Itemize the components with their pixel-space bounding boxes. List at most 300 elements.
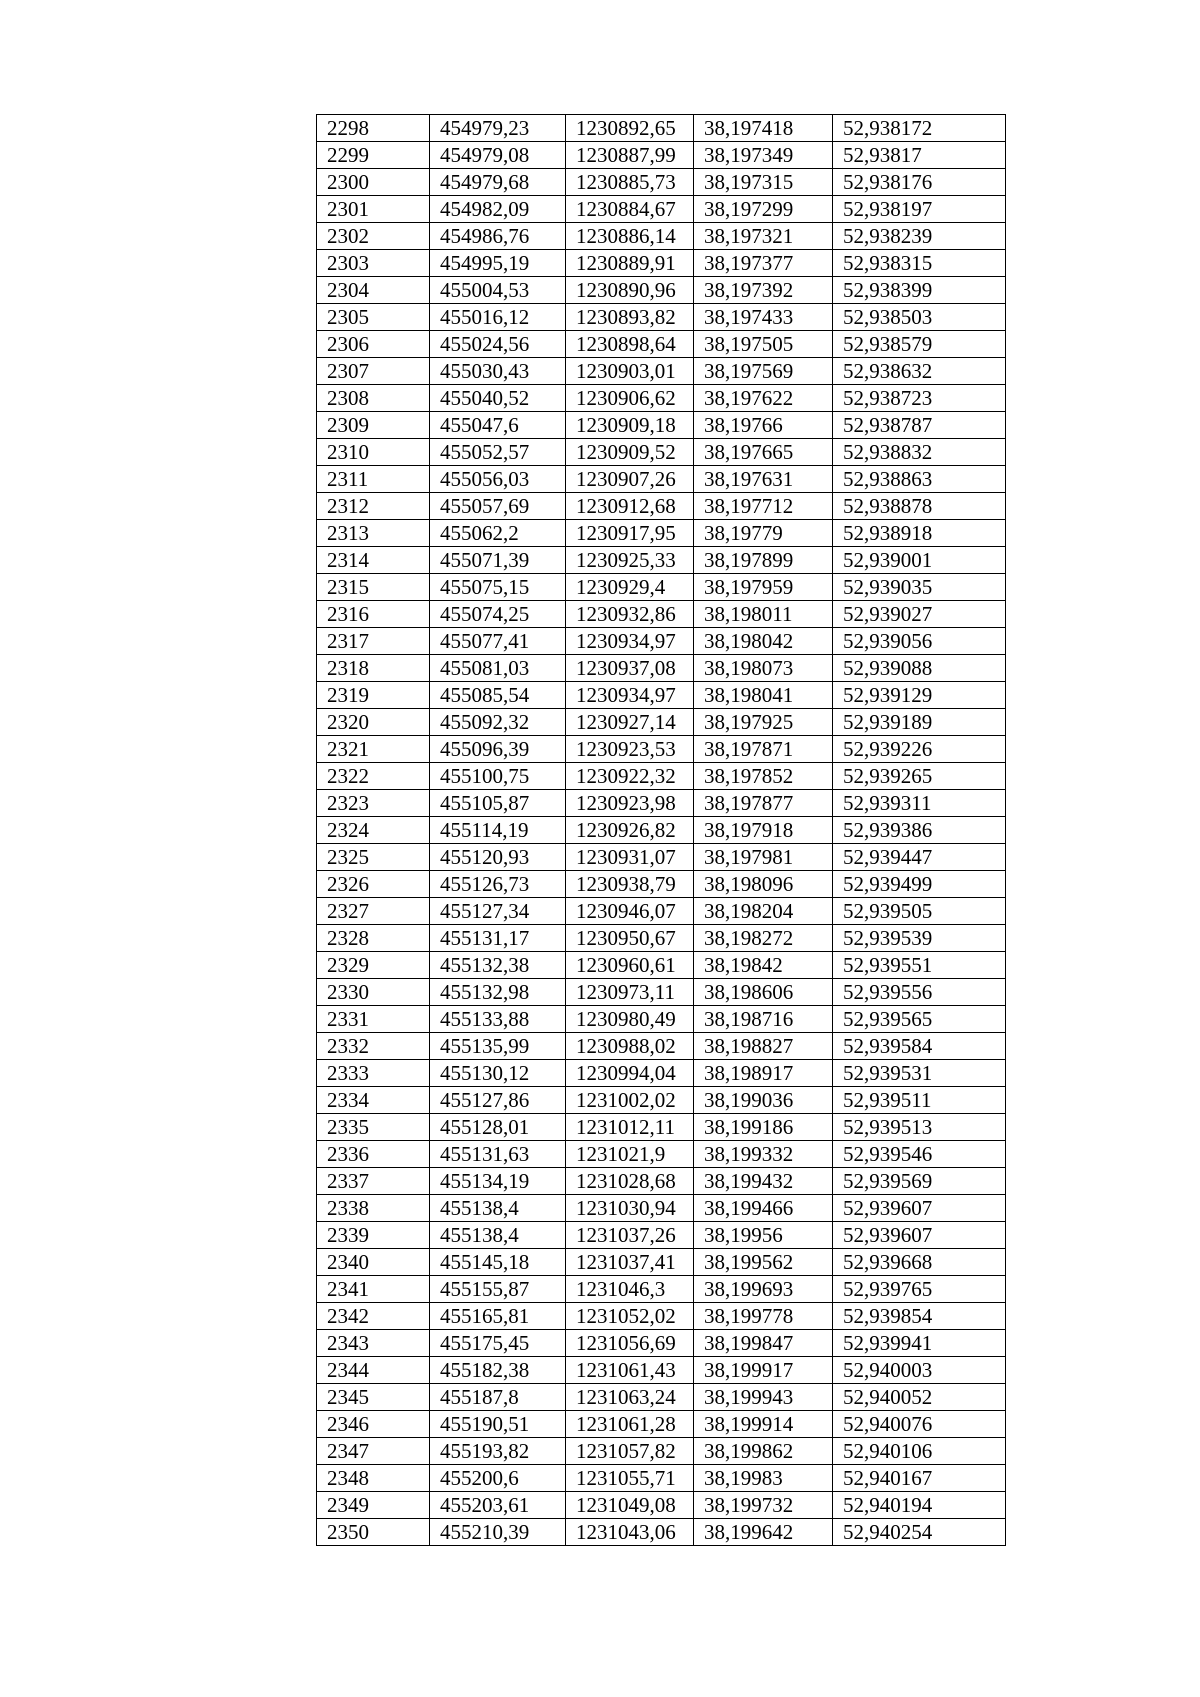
table-row <box>317 655 1006 682</box>
x-coordinate-cell: 455075,15 <box>430 574 566 601</box>
y-coordinate-cell: 1230925,33 <box>566 547 694 574</box>
table-row <box>317 196 1006 223</box>
table-row <box>317 628 1006 655</box>
x-coordinate-cell: 455056,03 <box>430 466 566 493</box>
longitude-cell: 38,197981 <box>694 844 833 871</box>
x-coordinate-cell: 454982,09 <box>430 196 566 223</box>
point-number-cell: 2337 <box>317 1168 430 1195</box>
latitude-cell: 52,938239 <box>833 223 1006 250</box>
x-coordinate-cell: 455047,6 <box>430 412 566 439</box>
table-row <box>317 412 1006 439</box>
point-number-cell: 2324 <box>317 817 430 844</box>
x-coordinate-cell: 455138,4 <box>430 1195 566 1222</box>
longitude-cell: 38,198272 <box>694 925 833 952</box>
longitude-cell: 38,19983 <box>694 1465 833 1492</box>
y-coordinate-cell: 1230923,98 <box>566 790 694 817</box>
point-number-cell: 2320 <box>317 709 430 736</box>
y-coordinate-cell: 1230960,61 <box>566 952 694 979</box>
table-row <box>317 1384 1006 1411</box>
point-number-cell: 2321 <box>317 736 430 763</box>
y-coordinate-cell: 1230898,64 <box>566 331 694 358</box>
x-coordinate-cell: 455203,61 <box>430 1492 566 1519</box>
point-number-cell: 2314 <box>317 547 430 574</box>
table-row <box>317 871 1006 898</box>
latitude-cell: 52,939513 <box>833 1114 1006 1141</box>
point-number-cell: 2347 <box>317 1438 430 1465</box>
table-row <box>317 1195 1006 1222</box>
longitude-cell: 38,198917 <box>694 1060 833 1087</box>
latitude-cell: 52,938863 <box>833 466 1006 493</box>
longitude-cell: 38,197925 <box>694 709 833 736</box>
longitude-cell: 38,199732 <box>694 1492 833 1519</box>
point-number-cell: 2340 <box>317 1249 430 1276</box>
table-row <box>317 1330 1006 1357</box>
y-coordinate-cell: 1230973,11 <box>566 979 694 1006</box>
longitude-cell: 38,197899 <box>694 547 833 574</box>
longitude-cell: 38,197377 <box>694 250 833 277</box>
longitude-cell: 38,199862 <box>694 1438 833 1465</box>
table-row <box>317 601 1006 628</box>
longitude-cell: 38,197871 <box>694 736 833 763</box>
point-number-cell: 2346 <box>317 1411 430 1438</box>
y-coordinate-cell: 1230892,65 <box>566 115 694 142</box>
y-coordinate-cell: 1230934,97 <box>566 628 694 655</box>
x-coordinate-cell: 455052,57 <box>430 439 566 466</box>
latitude-cell: 52,939001 <box>833 547 1006 574</box>
x-coordinate-cell: 454995,19 <box>430 250 566 277</box>
table-row <box>317 1249 1006 1276</box>
longitude-cell: 38,198096 <box>694 871 833 898</box>
latitude-cell: 52,939189 <box>833 709 1006 736</box>
y-coordinate-cell: 1230926,82 <box>566 817 694 844</box>
x-coordinate-cell: 454979,23 <box>430 115 566 142</box>
x-coordinate-cell: 455077,41 <box>430 628 566 655</box>
y-coordinate-cell: 1230907,26 <box>566 466 694 493</box>
point-number-cell: 2309 <box>317 412 430 439</box>
latitude-cell: 52,939854 <box>833 1303 1006 1330</box>
latitude-cell: 52,939511 <box>833 1087 1006 1114</box>
point-number-cell: 2334 <box>317 1087 430 1114</box>
longitude-cell: 38,198011 <box>694 601 833 628</box>
latitude-cell: 52,939569 <box>833 1168 1006 1195</box>
point-number-cell: 2307 <box>317 358 430 385</box>
x-coordinate-cell: 455126,73 <box>430 871 566 898</box>
y-coordinate-cell: 1230994,04 <box>566 1060 694 1087</box>
latitude-cell: 52,938787 <box>833 412 1006 439</box>
y-coordinate-cell: 1230950,67 <box>566 925 694 952</box>
x-coordinate-cell: 455114,19 <box>430 817 566 844</box>
table-row <box>317 520 1006 547</box>
point-number-cell: 2311 <box>317 466 430 493</box>
longitude-cell: 38,197392 <box>694 277 833 304</box>
table-row <box>317 1141 1006 1168</box>
latitude-cell: 52,939505 <box>833 898 1006 925</box>
point-number-cell: 2339 <box>317 1222 430 1249</box>
x-coordinate-cell: 455100,75 <box>430 763 566 790</box>
x-coordinate-cell: 455016,12 <box>430 304 566 331</box>
latitude-cell: 52,940254 <box>833 1519 1006 1546</box>
x-coordinate-cell: 455175,45 <box>430 1330 566 1357</box>
x-coordinate-cell: 455138,4 <box>430 1222 566 1249</box>
table-row <box>317 1114 1006 1141</box>
point-number-cell: 2344 <box>317 1357 430 1384</box>
longitude-cell: 38,198042 <box>694 628 833 655</box>
x-coordinate-cell: 455074,25 <box>430 601 566 628</box>
point-number-cell: 2304 <box>317 277 430 304</box>
y-coordinate-cell: 1230980,49 <box>566 1006 694 1033</box>
latitude-cell: 52,940076 <box>833 1411 1006 1438</box>
y-coordinate-cell: 1231030,94 <box>566 1195 694 1222</box>
latitude-cell: 52,940106 <box>833 1438 1006 1465</box>
latitude-cell: 52,939311 <box>833 790 1006 817</box>
latitude-cell: 52,938723 <box>833 385 1006 412</box>
latitude-cell: 52,939499 <box>833 871 1006 898</box>
y-coordinate-cell: 1230929,4 <box>566 574 694 601</box>
latitude-cell: 52,939607 <box>833 1222 1006 1249</box>
longitude-cell: 38,197622 <box>694 385 833 412</box>
table-row <box>317 304 1006 331</box>
latitude-cell: 52,939546 <box>833 1141 1006 1168</box>
point-number-cell: 2335 <box>317 1114 430 1141</box>
latitude-cell: 52,939668 <box>833 1249 1006 1276</box>
x-coordinate-cell: 455096,39 <box>430 736 566 763</box>
latitude-cell: 52,938878 <box>833 493 1006 520</box>
point-number-cell: 2308 <box>317 385 430 412</box>
point-number-cell: 2300 <box>317 169 430 196</box>
longitude-cell: 38,198716 <box>694 1006 833 1033</box>
latitude-cell: 52,940003 <box>833 1357 1006 1384</box>
table-row <box>317 358 1006 385</box>
latitude-cell: 52,939265 <box>833 763 1006 790</box>
y-coordinate-cell: 1230927,14 <box>566 709 694 736</box>
y-coordinate-cell: 1231012,11 <box>566 1114 694 1141</box>
point-number-cell: 2327 <box>317 898 430 925</box>
latitude-cell: 52,939226 <box>833 736 1006 763</box>
y-coordinate-cell: 1230887,99 <box>566 142 694 169</box>
point-number-cell: 2328 <box>317 925 430 952</box>
y-coordinate-cell: 1230988,02 <box>566 1033 694 1060</box>
x-coordinate-cell: 455131,63 <box>430 1141 566 1168</box>
table-row <box>317 682 1006 709</box>
x-coordinate-cell: 455081,03 <box>430 655 566 682</box>
x-coordinate-cell: 455200,6 <box>430 1465 566 1492</box>
x-coordinate-cell: 454979,08 <box>430 142 566 169</box>
x-coordinate-cell: 455128,01 <box>430 1114 566 1141</box>
table-row <box>317 223 1006 250</box>
table-row <box>317 790 1006 817</box>
table-row <box>317 142 1006 169</box>
point-number-cell: 2305 <box>317 304 430 331</box>
longitude-cell: 38,197631 <box>694 466 833 493</box>
longitude-cell: 38,198041 <box>694 682 833 709</box>
latitude-cell: 52,939035 <box>833 574 1006 601</box>
x-coordinate-cell: 455135,99 <box>430 1033 566 1060</box>
point-number-cell: 2301 <box>317 196 430 223</box>
x-coordinate-cell: 455030,43 <box>430 358 566 385</box>
y-coordinate-cell: 1230909,18 <box>566 412 694 439</box>
x-coordinate-cell: 455004,53 <box>430 277 566 304</box>
point-number-cell: 2338 <box>317 1195 430 1222</box>
point-number-cell: 2316 <box>317 601 430 628</box>
latitude-cell: 52,939941 <box>833 1330 1006 1357</box>
point-number-cell: 2350 <box>317 1519 430 1546</box>
point-number-cell: 2342 <box>317 1303 430 1330</box>
table-row <box>317 1033 1006 1060</box>
y-coordinate-cell: 1231057,82 <box>566 1438 694 1465</box>
latitude-cell: 52,939565 <box>833 1006 1006 1033</box>
point-number-cell: 2330 <box>317 979 430 1006</box>
y-coordinate-cell: 1230903,01 <box>566 358 694 385</box>
latitude-cell: 52,938503 <box>833 304 1006 331</box>
table-row <box>317 331 1006 358</box>
point-number-cell: 2302 <box>317 223 430 250</box>
longitude-cell: 38,199847 <box>694 1330 833 1357</box>
y-coordinate-cell: 1231037,26 <box>566 1222 694 1249</box>
latitude-cell: 52,938918 <box>833 520 1006 547</box>
table-row <box>317 547 1006 574</box>
y-coordinate-cell: 1231052,02 <box>566 1303 694 1330</box>
longitude-cell: 38,19842 <box>694 952 833 979</box>
longitude-cell: 38,19956 <box>694 1222 833 1249</box>
table-row <box>317 1438 1006 1465</box>
x-coordinate-cell: 455127,86 <box>430 1087 566 1114</box>
latitude-cell: 52,939584 <box>833 1033 1006 1060</box>
x-coordinate-cell: 455187,8 <box>430 1384 566 1411</box>
y-coordinate-cell: 1231049,08 <box>566 1492 694 1519</box>
y-coordinate-cell: 1230938,79 <box>566 871 694 898</box>
y-coordinate-cell: 1230889,91 <box>566 250 694 277</box>
point-number-cell: 2323 <box>317 790 430 817</box>
point-number-cell: 2312 <box>317 493 430 520</box>
latitude-cell: 52,938579 <box>833 331 1006 358</box>
y-coordinate-cell: 1231028,68 <box>566 1168 694 1195</box>
longitude-cell: 38,197315 <box>694 169 833 196</box>
x-coordinate-cell: 455132,98 <box>430 979 566 1006</box>
y-coordinate-cell: 1230932,86 <box>566 601 694 628</box>
y-coordinate-cell: 1231055,71 <box>566 1465 694 1492</box>
longitude-cell: 38,197665 <box>694 439 833 466</box>
table-row <box>317 1411 1006 1438</box>
table-row <box>317 1222 1006 1249</box>
x-coordinate-cell: 455145,18 <box>430 1249 566 1276</box>
point-number-cell: 2325 <box>317 844 430 871</box>
y-coordinate-cell: 1231056,69 <box>566 1330 694 1357</box>
y-coordinate-cell: 1230909,52 <box>566 439 694 466</box>
table-row <box>317 1465 1006 1492</box>
point-number-cell: 2326 <box>317 871 430 898</box>
y-coordinate-cell: 1230923,53 <box>566 736 694 763</box>
y-coordinate-cell: 1230934,97 <box>566 682 694 709</box>
longitude-cell: 38,199186 <box>694 1114 833 1141</box>
longitude-cell: 38,199943 <box>694 1384 833 1411</box>
table-row <box>317 1060 1006 1087</box>
longitude-cell: 38,197712 <box>694 493 833 520</box>
latitude-cell: 52,938176 <box>833 169 1006 196</box>
y-coordinate-cell: 1230917,95 <box>566 520 694 547</box>
table-row <box>317 925 1006 952</box>
coordinates-table-body <box>317 115 1006 1546</box>
table-row <box>317 1276 1006 1303</box>
y-coordinate-cell: 1231037,41 <box>566 1249 694 1276</box>
longitude-cell: 38,197349 <box>694 142 833 169</box>
longitude-cell: 38,199917 <box>694 1357 833 1384</box>
longitude-cell: 38,198204 <box>694 898 833 925</box>
x-coordinate-cell: 454979,68 <box>430 169 566 196</box>
y-coordinate-cell: 1230906,62 <box>566 385 694 412</box>
longitude-cell: 38,197959 <box>694 574 833 601</box>
y-coordinate-cell: 1231021,9 <box>566 1141 694 1168</box>
latitude-cell: 52,938315 <box>833 250 1006 277</box>
longitude-cell: 38,198827 <box>694 1033 833 1060</box>
x-coordinate-cell: 454986,76 <box>430 223 566 250</box>
latitude-cell: 52,939056 <box>833 628 1006 655</box>
table-row <box>317 1492 1006 1519</box>
point-number-cell: 2306 <box>317 331 430 358</box>
x-coordinate-cell: 455133,88 <box>430 1006 566 1033</box>
longitude-cell: 38,197918 <box>694 817 833 844</box>
table-row <box>317 385 1006 412</box>
x-coordinate-cell: 455085,54 <box>430 682 566 709</box>
x-coordinate-cell: 455105,87 <box>430 790 566 817</box>
x-coordinate-cell: 455193,82 <box>430 1438 566 1465</box>
table-row <box>317 979 1006 1006</box>
y-coordinate-cell: 1231002,02 <box>566 1087 694 1114</box>
y-coordinate-cell: 1230884,67 <box>566 196 694 223</box>
longitude-cell: 38,197505 <box>694 331 833 358</box>
latitude-cell: 52,939531 <box>833 1060 1006 1087</box>
table-row <box>317 466 1006 493</box>
table-row <box>317 115 1006 142</box>
table-row <box>317 898 1006 925</box>
y-coordinate-cell: 1230885,73 <box>566 169 694 196</box>
longitude-cell: 38,197321 <box>694 223 833 250</box>
x-coordinate-cell: 455131,17 <box>430 925 566 952</box>
table-row <box>317 952 1006 979</box>
coordinates-table <box>316 114 1006 1546</box>
y-coordinate-cell: 1231061,28 <box>566 1411 694 1438</box>
y-coordinate-cell: 1231046,3 <box>566 1276 694 1303</box>
longitude-cell: 38,199332 <box>694 1141 833 1168</box>
latitude-cell: 52,939088 <box>833 655 1006 682</box>
latitude-cell: 52,939129 <box>833 682 1006 709</box>
x-coordinate-cell: 455092,32 <box>430 709 566 736</box>
y-coordinate-cell: 1231061,43 <box>566 1357 694 1384</box>
latitude-cell: 52,940052 <box>833 1384 1006 1411</box>
point-number-cell: 2315 <box>317 574 430 601</box>
table-row <box>317 1006 1006 1033</box>
longitude-cell: 38,19766 <box>694 412 833 439</box>
longitude-cell: 38,197299 <box>694 196 833 223</box>
longitude-cell: 38,198073 <box>694 655 833 682</box>
table-row <box>317 277 1006 304</box>
point-number-cell: 2310 <box>317 439 430 466</box>
table-row <box>317 763 1006 790</box>
longitude-cell: 38,197877 <box>694 790 833 817</box>
point-number-cell: 2349 <box>317 1492 430 1519</box>
point-number-cell: 2319 <box>317 682 430 709</box>
point-number-cell: 2331 <box>317 1006 430 1033</box>
x-coordinate-cell: 455165,81 <box>430 1303 566 1330</box>
x-coordinate-cell: 455120,93 <box>430 844 566 871</box>
y-coordinate-cell: 1230890,96 <box>566 277 694 304</box>
point-number-cell: 2298 <box>317 115 430 142</box>
longitude-cell: 38,199036 <box>694 1087 833 1114</box>
x-coordinate-cell: 455132,38 <box>430 952 566 979</box>
point-number-cell: 2317 <box>317 628 430 655</box>
table-row <box>317 1357 1006 1384</box>
longitude-cell: 38,197418 <box>694 115 833 142</box>
table-row <box>317 439 1006 466</box>
table-row <box>317 169 1006 196</box>
y-coordinate-cell: 1230922,32 <box>566 763 694 790</box>
table-row <box>317 1519 1006 1546</box>
point-number-cell: 2303 <box>317 250 430 277</box>
latitude-cell: 52,940194 <box>833 1492 1006 1519</box>
point-number-cell: 2313 <box>317 520 430 547</box>
y-coordinate-cell: 1230946,07 <box>566 898 694 925</box>
point-number-cell: 2343 <box>317 1330 430 1357</box>
latitude-cell: 52,939539 <box>833 925 1006 952</box>
point-number-cell: 2348 <box>317 1465 430 1492</box>
table-row <box>317 574 1006 601</box>
latitude-cell: 52,938832 <box>833 439 1006 466</box>
longitude-cell: 38,199778 <box>694 1303 833 1330</box>
longitude-cell: 38,197433 <box>694 304 833 331</box>
longitude-cell: 38,199466 <box>694 1195 833 1222</box>
y-coordinate-cell: 1231063,24 <box>566 1384 694 1411</box>
longitude-cell: 38,199562 <box>694 1249 833 1276</box>
x-coordinate-cell: 455190,51 <box>430 1411 566 1438</box>
table-row <box>317 844 1006 871</box>
latitude-cell: 52,939447 <box>833 844 1006 871</box>
latitude-cell: 52,939607 <box>833 1195 1006 1222</box>
x-coordinate-cell: 455127,34 <box>430 898 566 925</box>
latitude-cell: 52,938197 <box>833 196 1006 223</box>
y-coordinate-cell: 1230886,14 <box>566 223 694 250</box>
latitude-cell: 52,938399 <box>833 277 1006 304</box>
longitude-cell: 38,19779 <box>694 520 833 547</box>
table-row <box>317 1087 1006 1114</box>
point-number-cell: 2336 <box>317 1141 430 1168</box>
longitude-cell: 38,199642 <box>694 1519 833 1546</box>
table-row <box>317 736 1006 763</box>
longitude-cell: 38,199432 <box>694 1168 833 1195</box>
point-number-cell: 2341 <box>317 1276 430 1303</box>
table-row <box>317 1303 1006 1330</box>
table-row <box>317 250 1006 277</box>
x-coordinate-cell: 455130,12 <box>430 1060 566 1087</box>
latitude-cell: 52,939551 <box>833 952 1006 979</box>
latitude-cell: 52,938172 <box>833 115 1006 142</box>
x-coordinate-cell: 455071,39 <box>430 547 566 574</box>
x-coordinate-cell: 455210,39 <box>430 1519 566 1546</box>
point-number-cell: 2318 <box>317 655 430 682</box>
latitude-cell: 52,939556 <box>833 979 1006 1006</box>
table-row <box>317 493 1006 520</box>
point-number-cell: 2322 <box>317 763 430 790</box>
point-number-cell: 2333 <box>317 1060 430 1087</box>
x-coordinate-cell: 455062,2 <box>430 520 566 547</box>
longitude-cell: 38,199914 <box>694 1411 833 1438</box>
longitude-cell: 38,199693 <box>694 1276 833 1303</box>
latitude-cell: 52,940167 <box>833 1465 1006 1492</box>
x-coordinate-cell: 455182,38 <box>430 1357 566 1384</box>
latitude-cell: 52,939386 <box>833 817 1006 844</box>
point-number-cell: 2329 <box>317 952 430 979</box>
table-row <box>317 709 1006 736</box>
x-coordinate-cell: 455040,52 <box>430 385 566 412</box>
latitude-cell: 52,93817 <box>833 142 1006 169</box>
